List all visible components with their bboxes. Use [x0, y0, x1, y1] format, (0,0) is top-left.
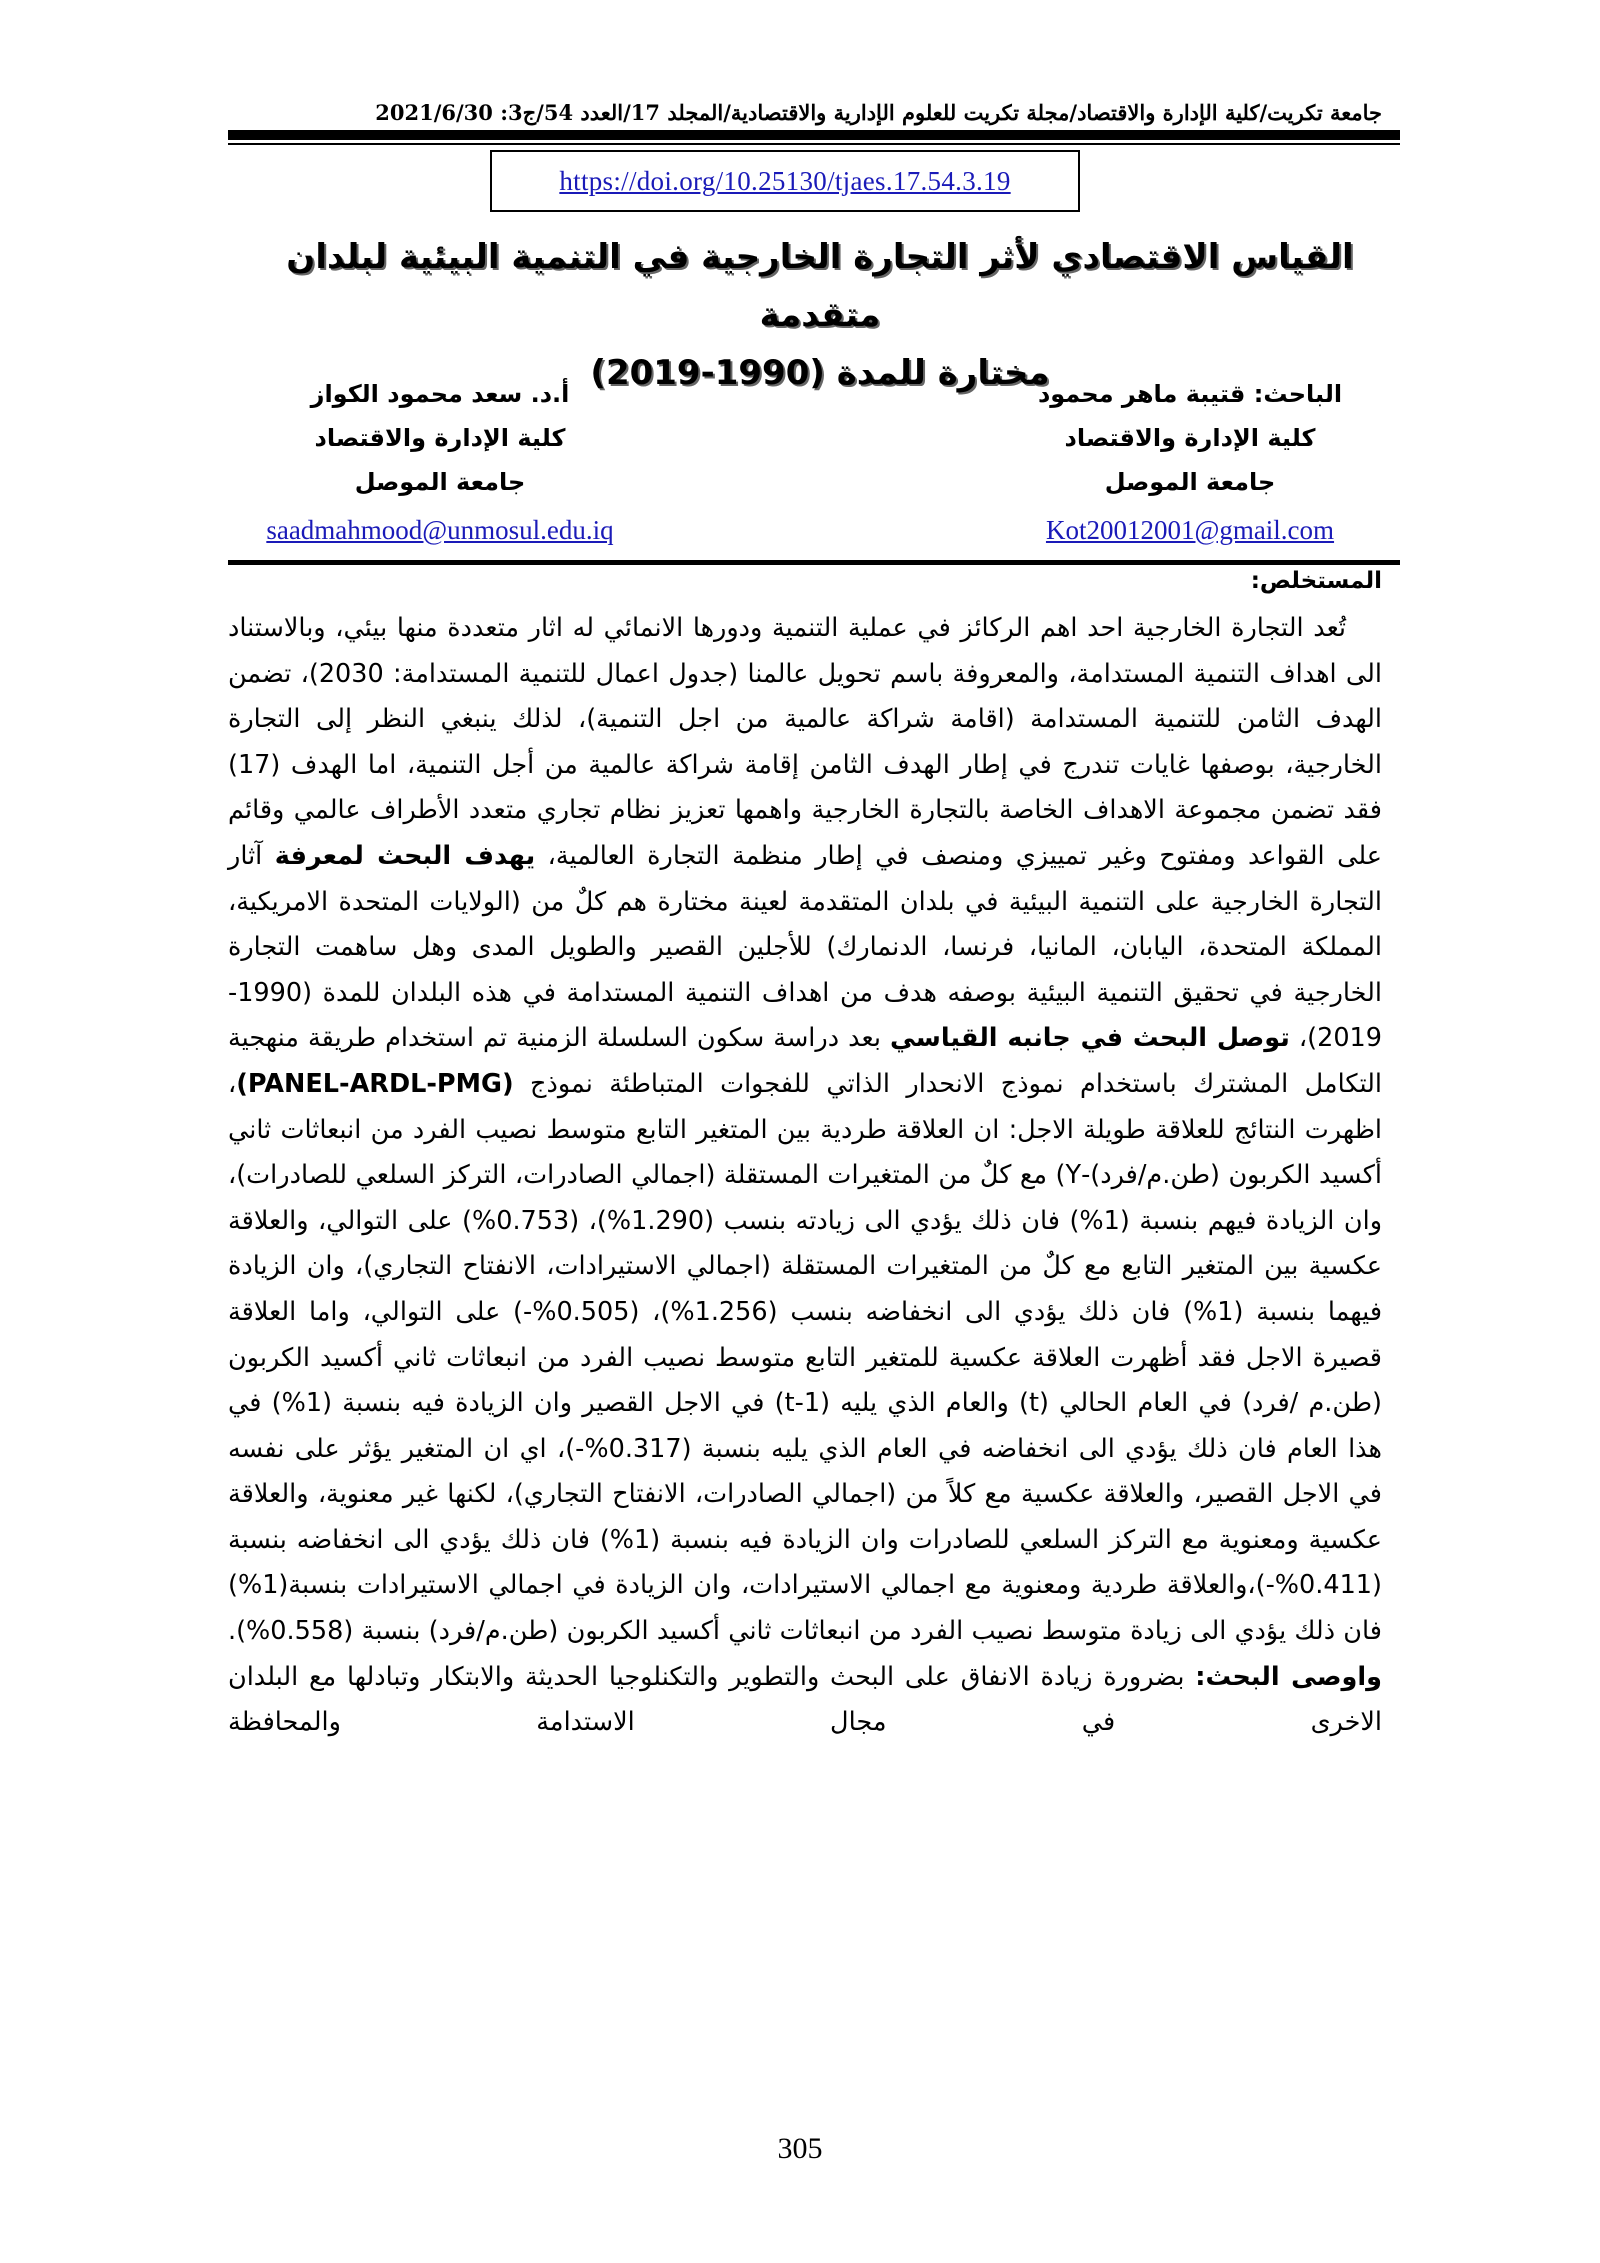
doi-box	[490, 150, 1080, 212]
title-line-2: مختارة للمدة (1990-2019)	[590, 353, 1050, 393]
page-number: 305	[777, 2132, 823, 2165]
abstract-text-run: تُعد التجارة الخارجية احد اهم الركائز في عملية التنمية ودورها الانمائي له اثار متعددة منها بيئي، وبالاستناد الى اهداف التنمية المستدامة، والمعروفة باسم تحويل عالمنا (جدول اعمال للتنمية المستدامة: 2030)، تضمن الهدف الثامن للتنمية المستدامة (اقامة شراكة عالمية من اجل التنمية)، لذلك ينبغي النظر إلى التجارة الخارجية، بوصفها غايات تندرج في إطار الهدف الثامن إقامة شراكة عالمية من أجل التنمية، اما الهدف (17) فقد تضمن مجموعة الاهداف الخاصة بالتجارة الخارجية واهمها تعزيز نظام تجاري متعدد الأطراف عالمي وقائم على القواعد ومفتوح وغير تمييزي ومنصف في إطار منظمة التجارة العالمية،	[228, 613, 1383, 871]
author-email-link[interactable]: Kot20012001@gmail.com	[1045, 515, 1335, 545]
abstract-bold-phrase: توصل البحث في جانبه القياسي	[889, 1023, 1290, 1054]
header-rule-thick	[228, 130, 1400, 140]
author-college: كلية الإدارة والاقتصاد	[1064, 424, 1316, 452]
header-rule-thin	[228, 143, 1400, 145]
abstract-bold-phrase: يهدف البحث لمعرفة	[274, 840, 536, 871]
author-college: كلية الإدارة والاقتصاد	[314, 424, 566, 452]
author-1	[980, 372, 1400, 552]
author-name: أ.د. سعد محمود الكواز	[310, 380, 570, 408]
abstract-paragraph	[228, 606, 1382, 1746]
journal-header: جامعة تكريت/كلية الإدارة والاقتصاد/مجلة تكريت للعلوم الإدارية والاقتصادية/المجلد 17/العدد 54/ج3: 2021/6/30	[375, 100, 1382, 125]
abstract-text-run: بعد دراسة سكون السلسلة الزمنية تم استخدام طريقة منهجية التكامل المشترك باستخدام نموذج الانحدار الذاتي للفجوات المتباطئة نموذج	[228, 1023, 1382, 1099]
section-divider	[228, 560, 1400, 565]
abstract-text-run: آثار التجارة الخارجية على التنمية البيئية في بلدان المتقدمة لعينة مختارة هم كلٌ من (الولايات المتحدة الامريكية، المملكة المتحدة، اليابان، المانيا، فرنسا، الدنمارك) للأجلين القصير والطويل المدى وهل ساهمت التجارة الخارجية في تحقيق التنمية البيئية بوصفه هدف من اهداف التنمية المستدامة في هذه البلدان للمدة (1990-2019)،	[228, 840, 1382, 1054]
author-university: جامعة الموصل	[354, 468, 526, 496]
abstract-text-run: ، اظهرت النتائج للعلاقة طويلة الاجل: ان العلاقة طردية بين المتغير التابع متوسط نصيب الفرد من انبعاثات ثاني أكسيد الكربون (طن.م/فرد)-Y) مع كلٌ من المتغيرات المستقلة (اجمالي الصادرات، التركز السلعي للصادرات)، وان الزيادة فيهم بنسبة (1%) فان ذلك يؤدي الى زيادته بنسب (1.290%)، (0.753%) على التوالي، والعلاقة عكسية بين المتغير التابع مع كلٌ من المتغيرات المستقلة (اجمالي الاستيرادات، الانفتاح التجاري)، وان الزيادة فيهما بنسبة (1%) فان ذلك يؤدي الى انخفاضه بنسب (1.256%)، (0.505%-) على التوالي، واما العلاقة قصيرة الاجل فقد أظهرت العلاقة عكسية للمتغير التابع متوسط نصيب الفرد من انبعاثات ثاني أكسيد الكربون (طن.م /فرد) في العام الحالي (t) والعام الذي يليه (t-1) في الاجل القصير وان الزيادة فيه بنسبة (1%) في هذا العام فان ذلك يؤدي الى انخفاضه في العام الذي يليه بنسبة (0.317%-)، اي ان المتغير يؤثر على نفسه في الاجل القصير، والعلاقة عكسية مع كلاً من (اجمالي الصادرات، الانفتاح التجاري)، لكنها غير معنوية، والعلاقة عكسية ومعنوية مع التركز السلعي للصادرات وان الزيادة فيه بنسبة (1%) فان ذلك يؤدي الى انخفاضه بنسبة (0.411%-)،والعلاقة طردية ومعنوية مع اجمالي الاستيرادات، وان الزيادة في اجمالي الاستيرادات بنسبة(1%) فان ذلك يؤدي الى زيادة متوسط نصيب الفرد من انبعاثات ثاني أكسيد الكربون (طن.م/فرد) بنسبة (0.558%).	[228, 1068, 1383, 1647]
abstract-body	[228, 606, 1382, 1746]
author-email-link[interactable]: saadmahmood@unmosul.edu.iq	[266, 515, 614, 545]
abstract-bold-phrase: واوصى البحث:	[1195, 1661, 1382, 1692]
authors-block	[230, 372, 1400, 552]
author-name: الباحث: قتيبة ماهر محمود	[1037, 380, 1343, 408]
abstract-bold-phrase: (PANEL-ARDL-PMG)	[236, 1068, 514, 1099]
abstract-text-run: بضرورة زيادة الانفاق على البحث والتطوير والتكنلوجيا الحديثة والابتكار وتبادلها مع البلدان الاخرى في مجال الاستدامة والمحافظة	[228, 1661, 1382, 1738]
title-line-1: القياس الاقتصادي لأثر التجارة الخارجية في التنمية البيئية لبلدان متقدمة	[286, 237, 1354, 335]
author-university: جامعة الموصل	[1104, 468, 1276, 496]
doi-link[interactable]: https://doi.org/10.25130/tjaes.17.54.3.19	[559, 165, 1011, 196]
abstract-heading: المستخلص:	[1250, 568, 1382, 594]
author-2	[230, 372, 650, 552]
